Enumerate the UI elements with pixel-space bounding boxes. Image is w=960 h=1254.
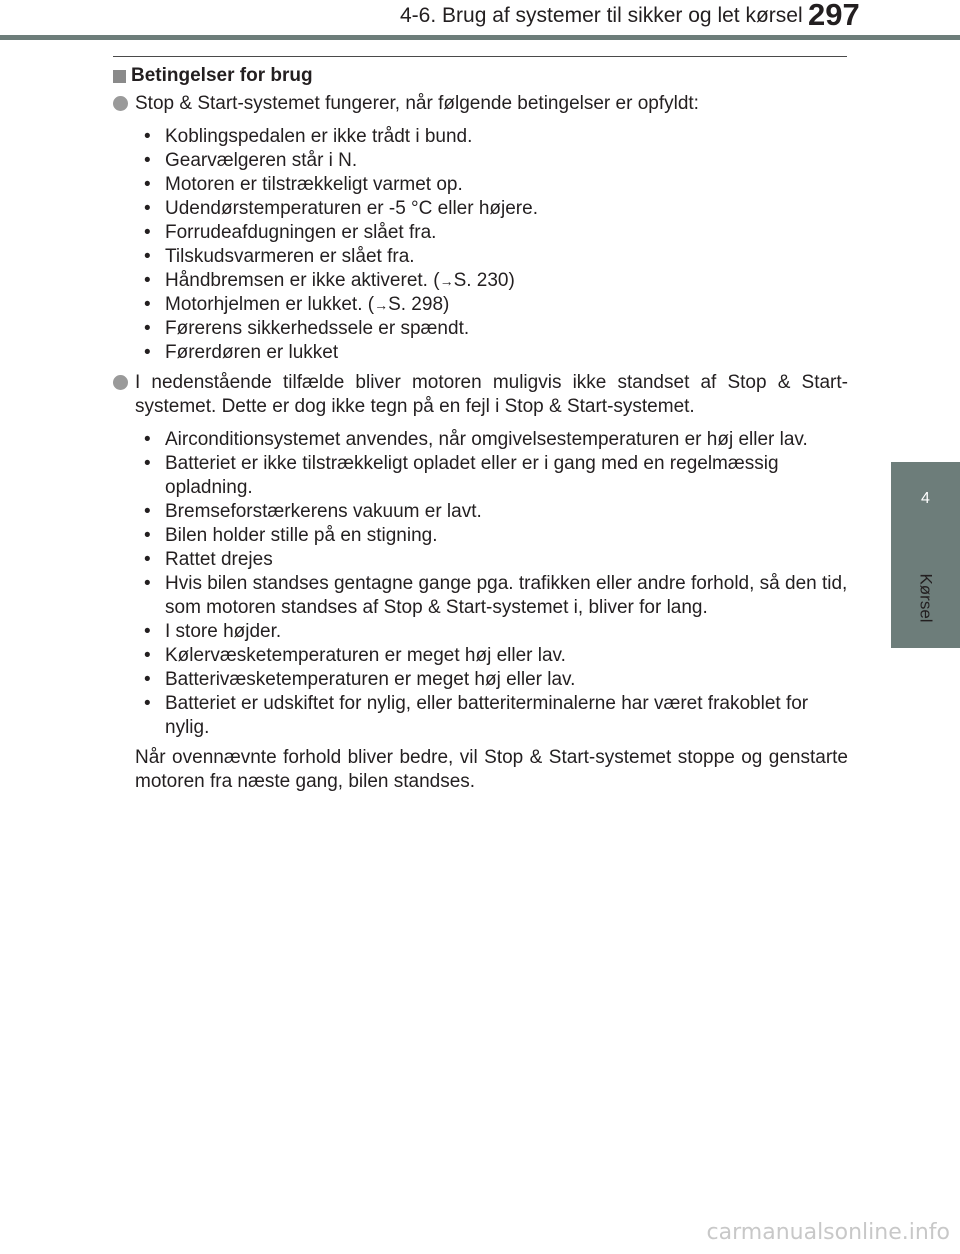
section-heading-text: Betingelser for brug [131,65,313,86]
list-item: • Tilskudsvarmeren er slået fra. [135,245,848,269]
list-item: • Bilen holder stille på en stigning. [135,524,848,548]
bullet-text: I nedenstående tilfælde bliver motoren muligvis ikke standset af Stop & Start-systemet. Dette er dog ikke tegn på en fejl i Stop & Start-systemet. [135,372,848,417]
list-item: • Førerdøren er lukket [135,341,848,365]
list-item: • Hvis bilen standses gentagne gange pga. trafikken eller andre forhold, så den tid, som motoren standses af Stop & Start-systemet i, bliver for lang. [135,572,848,620]
main-content [113,64,848,794]
arrow-right-icon: → [439,273,454,289]
list-item: • Kølervæsketemperaturen er meget høj eller lav. [135,644,848,668]
list-item-text: Håndbremsen er ikke aktiveret. ( [165,270,440,291]
page-reference-link[interactable]: S. 230) [453,270,515,291]
list-item: • Motoren er tilstrækkeligt varmet op. [135,173,848,197]
list-item: • Bremseforstærkerens vakuum er lavt. [135,500,848,524]
exceptions-list [135,428,848,740]
list-item: • Batteriet er udskiftet for nylig, eller batteriterminalerne har været frakoblet for nylig. [135,692,848,740]
chapter-number: 4 [921,490,930,507]
closing-paragraph: Når ovennævnte forhold bliver bedre, vil Stop & Start-systemet stoppe og genstarte motoren fra næste gang, bilen standses. [135,747,848,792]
circle-bullet-icon [113,96,128,111]
chapter-label [898,558,954,638]
header-title: 4-6. Brug af systemer til sikker og let kørsel [400,4,803,27]
list-item: • Airconditionsystemet anvendes, når omgivelsestemperaturen er høj eller lav. [135,428,848,452]
chapter-label-text: Kørsel [917,573,936,623]
bullet-text: Stop & Start-systemet fungerer, når følgende betingelser er opfyldt: [135,93,699,114]
list-item: • Rattet drejes [135,548,848,572]
circle-bullet-icon [113,375,128,390]
arrow-right-icon: → [374,297,389,313]
content-rule [113,56,847,57]
page-reference-link[interactable]: S. 298) [388,294,450,315]
list-item: • Førerens sikkerhedssele er spændt. [135,317,848,341]
list-item-text: Motorhjelmen er lukket. ( [165,294,375,315]
list-item: • Batterivæsketemperaturen er meget høj eller lav. [135,668,848,692]
bullet-conditions [113,92,848,116]
list-item: • Udendørstemperaturen er -5 °C eller højere. [135,197,848,221]
list-item: • Forrudeafdugningen er slået fra. [135,221,848,245]
list-item: • Koblingspedalen er ikke trådt i bund. [135,125,848,149]
list-item [135,269,848,293]
list-item: • Batteriet er ikke tilstrækkeligt opladet eller er i gang med en regelmæssig opladning. [135,452,848,500]
square-bullet-icon [113,70,126,83]
list-item: • I store højder. [135,620,848,644]
list-item [135,293,848,317]
header-rule [0,35,960,40]
list-item: • Gearvælgeren står i N. [135,149,848,173]
bullet-exceptions [113,371,848,419]
conditions-list [135,125,848,365]
watermark: carmanualsonline.info [706,1220,950,1245]
section-heading [113,64,848,88]
page-number: 297 [808,0,860,32]
